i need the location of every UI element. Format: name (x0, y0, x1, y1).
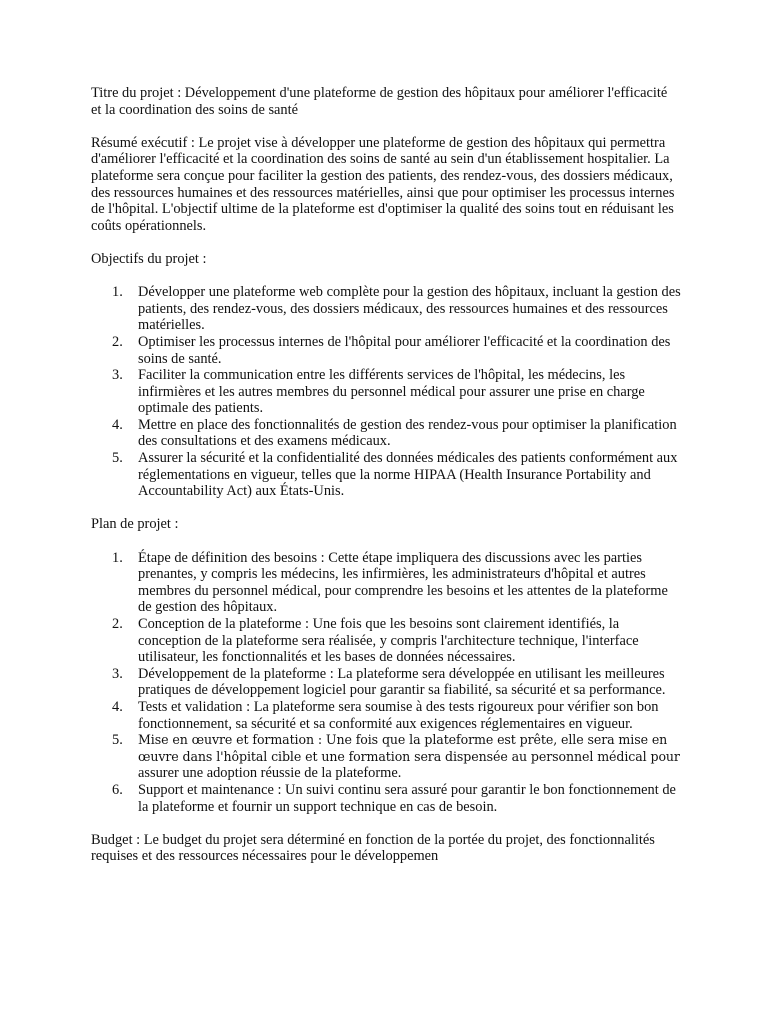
list-item (91, 616, 681, 666)
list-item (91, 367, 681, 417)
list-item-text: Optimiser les processus internes de l'hôpital pour améliorer l'efficacité et la coordination des soins de santé. (138, 333, 671, 367)
plan-list (91, 550, 681, 816)
list-item (91, 284, 681, 334)
list-item-text: assurer une adoption réussie de la plateforme. (138, 765, 402, 782)
list-item-text-alt-font: Mise en œuvre et formation : Une fois que la plateforme est prête, elle sera mise en œuvre dans l'hôpital cible et une formation sera dispensée au personnel médical pour (138, 732, 680, 764)
list-number: 2. (112, 333, 123, 350)
list-item (91, 334, 681, 367)
list-number: 5. (112, 732, 123, 749)
objectives-list (91, 284, 681, 500)
objectives-heading: Objectifs du projet : (91, 250, 207, 267)
list-item-text: Support et maintenance : Un suivi continu sera assuré pour garantir le bon fonctionnement de la plateforme et fournir un support technique en cas de besoin. (138, 781, 676, 815)
list-number: 6. (112, 781, 123, 798)
list-number: 4. (112, 698, 123, 715)
list-item-text: Développement de la plateforme : La plateforme sera développée en utilisant les meilleures pratiques de développement logiciel pour garantir sa fiabilité, sa sécurité et sa performance. (138, 665, 666, 699)
document-page (91, 85, 681, 882)
list-number: 3. (112, 367, 123, 384)
budget-paragraph: Budget : Le budget du projet sera déterminé en fonction de la portée du projet, des fonctionnalités requises et des ressources nécessaires pour le développemen (91, 831, 655, 865)
list-item (91, 732, 681, 782)
list-item-text: Conception de la plateforme : Une fois que les besoins sont clairement identifiés, la conception de la plateforme sera réalisée, y compris l'architecture technique, l'interface utilisateur, les fonctionnalités et les bases de données nécessaires. (138, 616, 639, 666)
list-number: 1. (112, 549, 123, 566)
list-number: 1. (112, 284, 123, 301)
list-item (91, 782, 681, 815)
list-item-text: Étape de définition des besoins : Cette étape impliquera des discussions avec les parties prenantes, y compris les médecins, les infirmières, les administrateurs d'hôpital et autres membres du personnel médical, pour comprendre les besoins et les attentes de la plateforme de gestion des hôpitaux. (138, 549, 668, 616)
executive-summary: Résumé exécutif : Le projet vise à développer une plateforme de gestion des hôpitaux qui permettra d'améliorer l'efficacité et la coordination des soins de santé au sein d'un établissement hospitalier. La plateforme sera conçue pour faciliter la gestion des patients, des rendez-vous, des dossiers médicaux, des ressources humaines et des ressources matérielles, ainsi que pour optimiser les processus internes de l'hôpital. L'objectif ultime de la plateforme est d'optimiser la qualité des soins tout en réduisant les coûts opérationnels. (91, 134, 675, 234)
list-item (91, 699, 681, 732)
list-item-text: Tests et validation : La plateforme sera soumise à des tests rigoureux pour vérifier son bon fonctionnement, sa sécurité et sa conformité aux exigences réglementaires en vigueur. (138, 698, 659, 732)
list-item-text: Mettre en place des fonctionnalités de gestion des rendez-vous pour optimiser la planification des consultations et des examens médicaux. (138, 416, 677, 450)
project-title: Titre du projet : Développement d'une plateforme de gestion des hôpitaux pour améliorer l'efficacité et la coordination des soins de santé (91, 85, 668, 118)
list-number: 2. (112, 616, 123, 632)
list-number: 4. (112, 416, 123, 433)
list-item-text: Développer une plateforme web complète pour la gestion des hôpitaux, incluant la gestion des patients, des rendez-vous, des dossiers médicaux, des ressources humaines et des ressources matérielles. (138, 284, 681, 334)
list-item-text: Faciliter la communication entre les différents services de l'hôpital, les médecins, les infirmières et les autres membres du personnel médical pour assurer une prise en charge optimale des patients. (138, 367, 645, 417)
list-item-text: Assurer la sécurité et la confidentialité des données médicales des patients conformément aux réglementations en vigueur, telles que la norme HIPAA (Health Insurance Portability and Accountability Act) aux États-Unis. (138, 450, 678, 500)
list-item (91, 550, 681, 616)
list-item (91, 417, 681, 450)
list-item (91, 450, 681, 500)
list-number: 3. (112, 665, 123, 682)
list-item (91, 666, 681, 699)
list-number: 5. (112, 450, 123, 467)
plan-heading: Plan de projet : (91, 516, 179, 533)
